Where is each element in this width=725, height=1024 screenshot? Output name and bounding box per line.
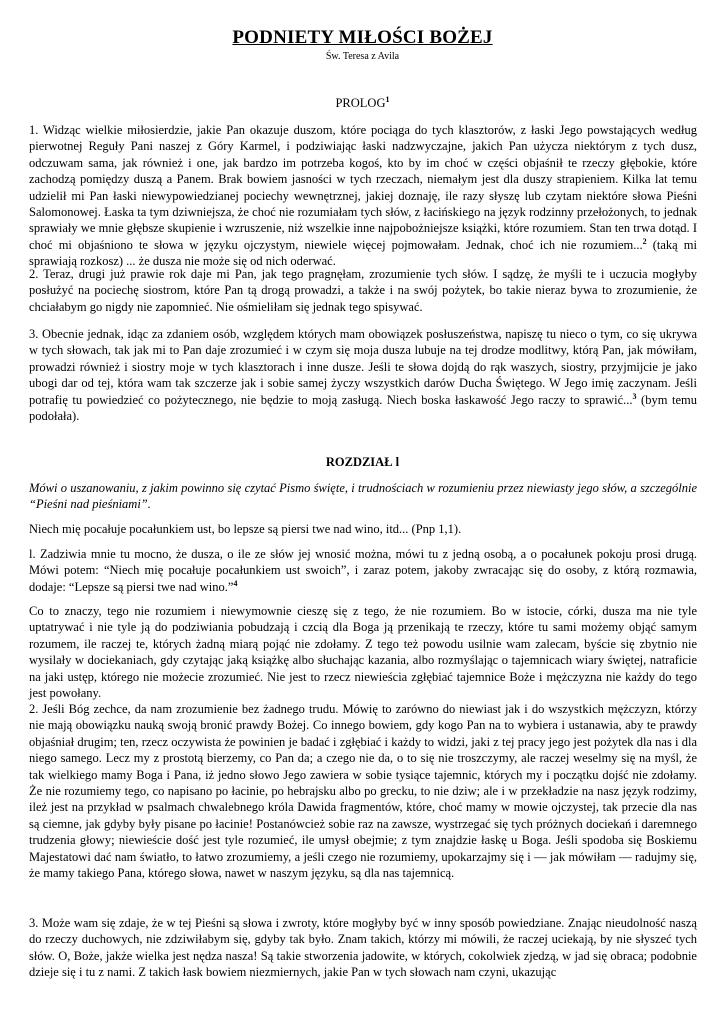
chapter-paragraph-4: 3. Może wam się zdaje, że w tej Pieśni są słowa i zwroty, które mogłyby być w inny sposób powiedziane. Znając nieudolność naszą do rzeczy duchowych, nie zdziwiłabym się, gdyby tak było. Znam takich, którzy mi mówili, że raczej uciekają, by nie słyszeć tych słów. O, Boże, jakże wielka jest nędza nasza! Są takie stworzenia jadowite, w których, cokolwiek zjedzą, w jad się obraca; podobnie dzieje się i tu z nami. Z takich łask bowiem niezmiernych, jakie Pan w tych słowach nam czyni, ukazując [29, 916, 697, 980]
footnote-ref: 4 [233, 578, 238, 588]
author-line: Św. Teresa z Avila [325, 51, 400, 62]
footnote-ref: 1 [385, 94, 390, 104]
prolog-paragraph-1 [29, 122, 697, 270]
footnote-ref: 2 [642, 236, 647, 246]
chapter-paragraph-2: Co to znaczy, tego nie rozumiem i niewymownie cieszę się z tego, że nie rozumiem. Bo w istocie, córki, dusza ma nie tyle uptatrywać i nie tyle ją do podziwiania pobudzają i czcią dla Boga ją przenikają te rzeczy, które tu sami możemy objąć samym rozumem, ile raczej te, których żadną miarą pojąć nie zdołamy. Z tego też powodu usilnie wam zalecam, byście się zbytnio nie wysilały w dociekaniach, gdy czytając jaką książkę albo słuchając kazania, albo rozmyślając o tajemnicach wiary świętej, natraficie na jaki ustęp, którego nie możecie zrozumieć. Nie jest to rzecz niewieścia zgłębiać tajemnice Boże i mężczyzna nie każdy do tego jest powołany. [29, 604, 697, 701]
chapter-heading: ROZDZIAŁ l [325, 455, 400, 469]
paragraph-text: 3. Obecnie jednak, idąc za zdaniem osób, względem których mam obowiązek posłuszeństwa, napiszę tu nieco o tym, co się ukrywa w tych słowach, tak jak mi to Pan daje zrozumieć i w czym się moja dusza lubuje na tej drodze modlitwy, którą Pan, jak mówiłam, prowadzi również i siostry moje w tych klasztorach i inne dusze. Jeśli te słowa dojdą do rąk waszych, siostry, przyjmijcie je jako ubogi dar od tej, która wam tak szczerze jak i sobie samej życzy wszystkich darów Ducha Świętego. W Jego imię zaczynam. Jeśli potrafię tu powiedzieć co pożytecznego, nie będzie to moją zasługą. Niech boska łaskawość Jego raczy to sprawić... [29, 327, 697, 407]
document-title: PODNIETY MIŁOŚCI BOŻEJ [232, 27, 493, 48]
prolog-paragraph-2: 2. Teraz, drugi już prawie rok daje mi Pan, jak tego pragnęłam, zrozumienie tych słów. I sądzę, że myśli te i uczucia mogłyby posłużyć na pociechę siostrom, które Pan tą drogą prowadzi, a także i na swój pożytek, bo takie nieraz bywa to zrozumienie, że chciałabym go nigdy nie zapomnieć. Nie ośmieliłam się jednak tego spisywać. [29, 267, 697, 314]
chapter-summary: Mówi o uszanowaniu, z jakim powinno się czytać Pismo święte, i trudnościach w rozumieniu przez niewiasty jego słów, a szczególnie “Pieśni nad pieśniami”. [29, 481, 697, 512]
prolog-heading-text: PROLOG [335, 96, 386, 110]
paragraph-text: 1. Widząc wielkie miłosierdzie, jakie Pan okazuje duszom, które pociąga do tych klasztorów, z łaski Jego powstających według pierwotnej Reguły Pani naszej z Góry Karmel, i podziwiając łaski nadzwyczajne, jakich Pan użycza niektórym z tych dusz, odczuwam sama, jak również i one, jak bardzo im potrzeba kogoś, kto by im choć w części objaśnił te rzeczy głębokie, które zachodzą pomiędzy duszą a Panem. Brak bowiem jasności w tych rzeczach, niemałym jest dla duszy strapieniem. Kilka lat temu udzielił mi Pan łaski niewypowiedzianej pociechy wewnętrznej, jakiej doznaję, ile razy słyszę lub czytam niektóre słowa Pieśni Salomonowej. Łaska ta tym dziwniejsza, że choć nie rozumiałam tych słów, z łacińskiego na język rodzinny przełożonych, to jednak sprawiały we mnie głębsze skupienie i wzruszenie, niż wszelkie inne najpobożniejsze książki, które rozumiem. Stan ten trwa dotąd. I choć mi objaśniono te słowa w języku ojczystym, niewiele więcej pojmowałam. Jednak, choć ich nie rozumiem... [29, 123, 697, 252]
paragraph-text: l. Zadziwia mnie tu mocno, że dusza, o ile ze słów jej wnosić można, mówi tu z jedną osobą, a o pocałunek pokoju prosi drugą. Mówi potem: “Niech mię pocałuje pocałunkiem ust swoich”, i zaraz potem, jakoby zwracając się do osoby, z którą rozmawia, dodaje: “Lepsze są piersi twe nad wino.” [29, 547, 697, 594]
scripture-quote: Niech mię pocałuje pocałunkiem ust, bo lepsze są piersi twe nad wino, itd... (Pnp 1,1). [29, 522, 462, 536]
footnote-ref: 3 [632, 391, 637, 401]
chapter-paragraph-1 [29, 546, 697, 595]
paragraph-text: (taką mi sprawiają rozkosz) ... że dusza nie może się od nich oderwać. [29, 237, 697, 269]
prolog-heading [0, 96, 725, 111]
paragraph-text: (bym temu podołała). [29, 392, 697, 424]
chapter-paragraph-3: 2. Jeśli Bóg zechce, da nam zrozumienie bez żadnego trudu. Mówię to zarówno do niewiast jak i do wszystkich mężczyzn, którzy nie mają obowiązku nauką swoją bronić prawdy Bożej. Co innego bowiem, gdy kogo Pan na to wybiera i ustanawia, aby te prawdy objaśniał drugim; ten, rzecz oczywista że powinien je badać i zgłębiać i każdy to widzi, jaki z tej pracy jego jest pożytek dla nas i dla niego samego. Lecz my z prostotą bierzemy, co Pan da; a czego nie da, o to się nie troszczymy, ale raczej weselmy się na myśl, że tak wielkiego mamy Boga i Pana, iż jedno słowo Jego zawiera w sobie tysiące tajemnic, których my i początku dojść nie zdołamy. Że nie rozumiemy tego, co napisano po łacinie, po hebrajsku albo po grecku, to nie dziw; ale i w przekładzie na nasz język rodzimy, ileż jest na przykład w psalmach chwalebnego króla Dawida fragmentów, które, choć mamy w mowie ojczystej, tak przecie dla nas są ciemne, jak gdyby były pisane po łacinie! Postanówcież sobie raz na zawsze, wystrzegać się tych próżnych dociekań i daremnego trudzenia głowy; niewieście dość jest tyle rozumieć, ile umysł obejmie; z tym znajdzie łaskę u Boga. Jeśli spodoba się Boskiemu Majestatowi dać nam światło, to łatwo zrozumiemy, a jeśli czego nie rozumiemy, upokarzajmy się i — jak mówiłam — radujmy się, że mamy takiego Pana, którego słowa, nawet w naszym języku, są dla nas tajemnicą. [29, 702, 697, 881]
prolog-paragraph-3 [29, 326, 697, 424]
